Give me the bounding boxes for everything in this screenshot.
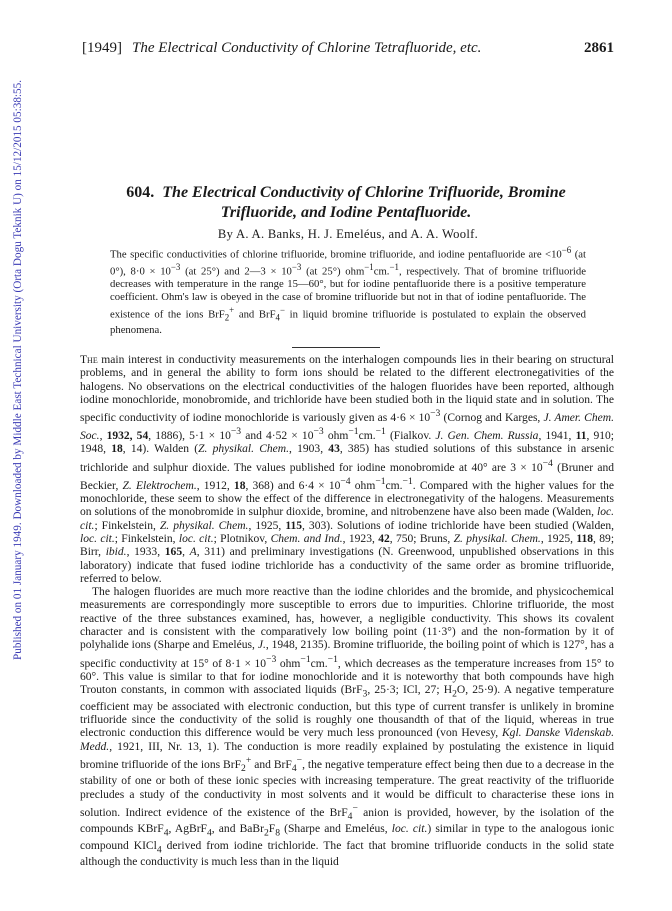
body-text: , 1933,	[126, 546, 165, 559]
subscript: 4	[206, 827, 212, 839]
download-notice-link[interactable]: Published on 01 January 1949. Downloaded by Middle East Technical University (Orta Dogu Teknik U) on 15/12/2015 05:38:55.	[12, 80, 24, 660]
journal-name: Z. physikal. Chem.	[198, 443, 290, 456]
subscript: 2	[241, 762, 246, 774]
subscript: 3	[362, 688, 368, 700]
body-text: , 1925,	[540, 532, 577, 545]
journal-name: J. Amer. Chem. Soc.	[80, 412, 614, 443]
exponent: −4	[542, 457, 553, 469]
exponent: −6	[561, 245, 572, 255]
article-title	[96, 183, 596, 223]
header-year: [1949]	[82, 40, 122, 56]
exponent: −1	[375, 426, 386, 438]
body-text: ) similar in type to the analogous ionic compound KICl	[80, 823, 615, 852]
subscript: 4	[347, 811, 353, 822]
journal-name: Z. Elektrochem.	[122, 479, 197, 492]
body-text: , 303). Solutions of iodine trichloride have been studied (Walden,	[302, 519, 614, 532]
citation-abbrev: loc. cit.	[80, 506, 614, 532]
abstract-text: in liquid bromine trifluoride is postulated to explain the observed phenomena.	[110, 308, 586, 336]
body-text: ; Finkelstein,	[94, 519, 160, 532]
abstract-text: , respectively. That of bromine trifluoride decreases with temperature in the range 15—60°, but for iodine pentafluoride there is a positive temperature coefficient. Ohm's law is obeyed in the case of bromine trifluoride but not in that of iodine pentafluoride. The existence of the ions BrF	[110, 265, 586, 321]
header-page-number: 2861	[584, 40, 614, 56]
body-text: , 1912,	[196, 479, 234, 492]
body-text: , 311) and preliminary investigations (N. Greenwood, unpublished observations in this laboratory) indicate that fused iodine trichloride has a conductivity of the same order as bromine trifluoride, referred to below.	[80, 546, 614, 585]
exponent: −3	[291, 262, 302, 273]
journal-name: J. Gen. Chem. Russia	[435, 430, 539, 443]
body-text: cm.	[385, 479, 403, 492]
body-text: ohm	[323, 430, 349, 443]
body-text: cm.	[310, 657, 328, 670]
body-text: , which decreases as the temperature increases from 15° to 60°. This value is similar to that for iodine monochloride and it is noteworthy that both compounds have high Trouton constants, in common with associated liquids (BrF	[80, 657, 614, 697]
superscript: −	[296, 754, 303, 766]
article-body	[80, 354, 614, 870]
subscript: 4	[275, 312, 280, 323]
exponent: −3	[266, 653, 277, 665]
abstract-text: and BrF	[234, 308, 276, 321]
exponent: −1	[375, 475, 386, 487]
body-text: , 1925,	[248, 519, 286, 532]
body-text: ohm	[276, 657, 301, 670]
abstract	[110, 244, 586, 336]
body-text: and 4·52 × 10	[241, 430, 314, 443]
citation-abbrev: loc. cit.	[80, 532, 115, 545]
superscript: +	[229, 304, 235, 315]
body-text: derived from iodine trichloride. The fact that bromine trifluoride conducts in the solid state although the conductivity is much less than in the liquid	[80, 839, 614, 869]
article-number: 604.	[126, 184, 155, 201]
download-notice-sidebar	[2, 40, 22, 660]
body-text: ,	[99, 430, 107, 443]
body-text: , 368) and 6·4 × 10	[245, 479, 341, 492]
body-text: , 89; Birr,	[80, 532, 615, 559]
journal-name: Z. physikal. Chem.	[453, 532, 541, 545]
title-line-2: Trifluoride, and Iodine Pentafluoride.	[220, 204, 472, 221]
journal-name: Kgl. Danske Videnskab. Medd.	[80, 727, 614, 753]
abstract-text: (at 25°) ohm	[301, 265, 365, 278]
body-text: . Compared with the higher values for the monochloride, these seem to show the effect of the difference in electronegativity of the halogens. Measurements on solutions of the monobromide in sulphur dioxide, bromine, and nitrobenzene have also been made (Walden,	[80, 479, 615, 519]
section-letter: A	[189, 546, 197, 559]
body-text: anion is provided, however, by the isolation of the compounds KBrF	[80, 806, 614, 836]
body-text: , 1941,	[538, 430, 576, 443]
body-text: , AgBrF	[168, 823, 207, 836]
body-text: F	[268, 823, 276, 836]
exponent: −3	[230, 426, 242, 438]
body-text: (Bruner and Beckier,	[80, 461, 614, 492]
title-line-1: The Electrical Conductivity of Chlorine Trifluoride, Bromine	[162, 184, 566, 201]
body-text: main interest in conductivity measurements on the interhalogen compounds lies in their bearing on structural problems, and in general the ability to form ions should be related to the different electronegativities of the halogens. No observations on the electrical conductivities of the halogen fluorides have been reported, although iodine monochloride, monobromide, and trichloride have been studied both in the liquid state and in solution. The specific conductivity of iodine monochloride is variously given as 4·6 × 10	[80, 354, 614, 425]
body-text: , 1948, 2135). Bromine trifluoride, the boiling point of which is 127°, has a specific conductivity at 15° of 8·1 × 10	[80, 639, 614, 670]
volume: 165	[164, 546, 183, 559]
journal-name: Chem. and Ind.	[270, 532, 343, 545]
volume: 18	[111, 443, 123, 456]
subscript: 8	[275, 827, 281, 839]
abstract-text: cm.	[373, 265, 390, 278]
body-text: (Fialkov.	[385, 430, 436, 443]
exponent: −1	[327, 653, 338, 665]
body-text: (Sharpe and Emeléus,	[280, 823, 392, 836]
body-text: , 1921, III, Nr. 13, 1). The conduction is more readily explained by postulating the existence in liquid bromine trifluoride of the ions BrF	[80, 740, 614, 771]
body-text: , and BaBr	[211, 823, 264, 836]
exponent: −3	[170, 262, 181, 273]
superscript: +	[245, 754, 252, 766]
exponent: −4	[340, 475, 351, 487]
body-text: cm.	[358, 430, 376, 443]
section-divider	[292, 347, 380, 348]
body-text: O, 25·9). A negative temperature coefficient may be associated with electronic conduction, but this type of current transfer is unlikely in bromine trifluoride since the conductivity of the solid is roughly one thousandth of that of the liquid, whereas in true electronic conduction this difference would be very much less pronounced (von Hevesy,	[80, 684, 615, 740]
citation-abbrev: loc. cit.	[178, 532, 214, 545]
volume: 118	[576, 532, 594, 545]
body-text: ; Finkelstein,	[114, 532, 179, 545]
exponent: −3	[313, 426, 324, 438]
body-text: ,	[182, 546, 190, 559]
subscript: 4	[156, 844, 162, 856]
body-text: The halogen fluorides are much more reactive than the iodine chlorides and the bromide, and physicochemical measurements are correspondingly more susceptible to errors due to impurities. Chlorine trifluoride, the most reactive of the three substances examined, has, however, a negligible conductivity. This shows its covalent character and is consistent with the comparatively low boiling point (11·3°) and the non-formation by it of polyhalide ions (Sharpe and Emeléus,	[80, 586, 614, 652]
abstract-text: The specific conductivities of chlorine trifluoride, bromine trifluoride, and iodine pentafluoride are <10	[110, 248, 562, 261]
header-running-title: The Electrical Conductivity of Chlorine Tetrafluoride, etc.	[132, 40, 482, 56]
abstract-text: (at 0°), 8·0 × 10	[110, 248, 586, 278]
body-text: , 14). Walden (	[122, 443, 199, 456]
exponent: −1	[348, 426, 359, 438]
body-text: , 910; 1948,	[80, 430, 615, 456]
journal-name: Z. physikal. Chem.	[159, 519, 249, 532]
author-list: By A. A. Banks, H. J. Emeléus, and A. A. Woolf.	[217, 227, 479, 241]
dropcap-word: The	[80, 354, 98, 366]
body-text: and BrF	[251, 758, 292, 771]
volume: 115	[285, 519, 303, 532]
volume: 1932, 54	[106, 430, 149, 443]
subscript: 4	[291, 762, 297, 774]
exponent: −1	[300, 653, 311, 665]
exponent: −3	[430, 408, 441, 420]
subscript: 2	[263, 827, 269, 839]
journal-name: J.	[257, 639, 266, 652]
superscript: −	[279, 304, 285, 315]
subscript: 2	[224, 312, 230, 323]
abstract-text: (at 25°) and 2—3 × 10	[180, 265, 292, 278]
body-text: ; Plotnikov,	[213, 532, 271, 545]
citation-abbrev: ibid.	[105, 546, 127, 559]
exponent: −1	[364, 262, 374, 273]
subscript: 4	[163, 827, 169, 839]
superscript: −	[352, 802, 358, 814]
volume: 42	[378, 532, 390, 545]
exponent: −1	[402, 475, 413, 487]
body-text: , 750; Bruns,	[389, 532, 454, 545]
volume: 18	[233, 479, 246, 492]
body-text: , 1903,	[289, 443, 329, 456]
body-text: , 1886), 5·1 × 10	[148, 430, 231, 443]
body-text: (Cornog and Karges,	[440, 412, 544, 425]
exponent: −1	[389, 262, 399, 273]
volume: 11	[575, 430, 587, 443]
body-text: , 385) has studied solutions of this substance in arsenic trichloride and sulphur dioxide. The values published for iodine monobromide at 40° are 3 × 10	[80, 443, 615, 474]
body-text: , 1923,	[342, 532, 379, 545]
volume: 43	[328, 443, 340, 456]
citation-abbrev: loc. cit.	[391, 823, 428, 836]
body-text: ohm	[350, 479, 376, 492]
subscript: 2	[452, 688, 457, 700]
paragraph-1	[80, 354, 614, 586]
body-text: , the negative temperature effect being then due to a decrease in the stability of one or both of these ionic species with increasing temperature. The great reactivity of the trifluoride precludes a study of the conductivity in most solvents and it would be difficult to characterise these ions in solution. Indirect evidence of the existence of the BrF	[80, 758, 614, 819]
running-header	[82, 40, 614, 60]
paragraph-2	[80, 586, 614, 870]
body-text: , 25·3; ICl, 27; H	[367, 684, 453, 697]
